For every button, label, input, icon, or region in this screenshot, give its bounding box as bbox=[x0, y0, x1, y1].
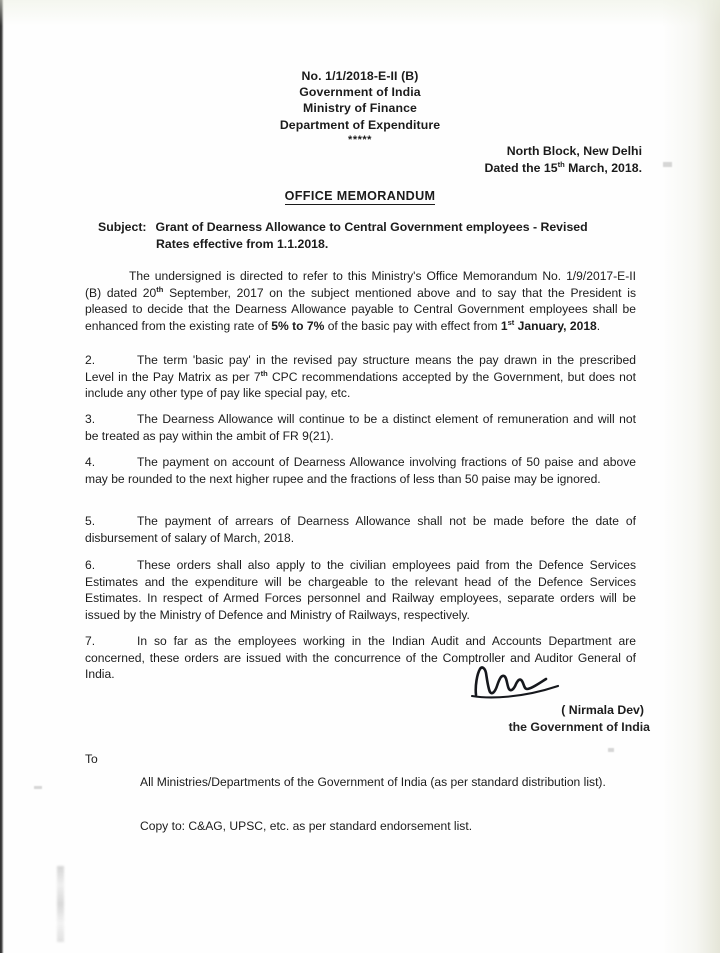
paragraph-text: The undersigned is directed to refer to this Ministry's Office Memorandum No. 1/9/2017-E-II (B) dated 20 bbox=[85, 269, 636, 300]
department-name: Department of Expenditure bbox=[279, 117, 441, 132]
signatory-designation: the Government of India bbox=[508, 720, 650, 734]
paragraph-text: These orders shall also apply to the civilian employees paid from the Defence Services Estimates and the expenditure will be chargeable to the relevant head of the Defence Services Estimates. In respect of Armed Forces personnel and Railway employees, separate orders will be issued by the Ministry of Defence and Ministry of Railways, respectively. bbox=[85, 558, 636, 622]
paragraph-text: The term 'basic pay' in the revised pay structure means the pay drawn in the prescribed Level in the Pay Matrix as per 7 bbox=[85, 353, 636, 384]
date-ordinal-suffix: th bbox=[557, 159, 565, 169]
page-title bbox=[0, 189, 720, 203]
paragraph-4 bbox=[85, 454, 636, 487]
distribution-line-1: All Ministries/Departments of the Government of India (as per standard distribution list). bbox=[140, 775, 606, 789]
paragraph-6 bbox=[85, 557, 636, 623]
ordinal-superscript: th bbox=[156, 284, 164, 294]
star-divider: ***** bbox=[348, 133, 372, 146]
paragraph-text: The payment of arrears of Dearness Allowance shall not be made before the date of disbursement of salary of March, 2018. bbox=[85, 514, 636, 545]
paragraph-3 bbox=[85, 411, 636, 444]
date-line bbox=[484, 160, 642, 177]
paragraph-text: The Dearness Allowance will continue to be a distinct element of remuneration and will not be treated as pay within the ambit of FR 9(21). bbox=[85, 412, 636, 443]
place-and-date bbox=[484, 143, 642, 176]
ordinal-superscript: st bbox=[507, 317, 515, 327]
subject-label: Subject: bbox=[98, 220, 147, 234]
paragraph-1 bbox=[85, 268, 636, 334]
emphasis-text: 5% to 7% bbox=[271, 318, 325, 333]
emphasis-text: January, 2018 bbox=[514, 318, 597, 333]
ministry-name: Ministry of Finance bbox=[303, 101, 417, 116]
paragraph-text: of the basic pay with effect from bbox=[324, 318, 501, 333]
paragraph-number: 7. bbox=[85, 634, 96, 648]
paragraph-number: 6. bbox=[85, 558, 96, 572]
handwritten-signature-icon bbox=[400, 664, 650, 702]
file-number: No. 1/1/2018-E-II (B) bbox=[301, 69, 419, 83]
date-prefix: Dated the 15 bbox=[484, 160, 558, 175]
paragraph-text: September, 2017 on the subject mentioned above and to say that the President is pleased to decide that the Dearness Allowance payable to Central Government employees shall be enhanced from the existing rate of bbox=[85, 285, 636, 333]
paragraph-number: 3. bbox=[85, 412, 96, 426]
paragraph-text: . bbox=[596, 318, 601, 333]
distribution-line-2: Copy to: C&AG, UPSC, etc. as per standard endorsement list. bbox=[140, 819, 473, 833]
paragraph-5 bbox=[85, 513, 636, 546]
subject-line-1: Grant of Dearness Allowance to Central Government employees - Revised bbox=[155, 220, 588, 234]
paragraph-number: 4. bbox=[85, 455, 96, 469]
subject-line-2: Rates effective from 1.1.2018. bbox=[156, 237, 329, 252]
paragraph-text: The payment on account of Dearness Allowance involving fractions of 50 paise and above may be rounded to the next higher rupee and the fractions of less than 50 paise may be ignored. bbox=[85, 455, 636, 486]
signature-block bbox=[400, 664, 650, 736]
page-title-text: OFFICE MEMORANDUM bbox=[284, 189, 436, 203]
letterhead bbox=[0, 68, 720, 147]
place-line: North Block, New Delhi bbox=[506, 144, 642, 158]
paragraph-text: In so far as the employees working in the Indian Audit and Accounts Department are concerned, these orders are issued with the concurrence of the Comptroller and Auditor General of India. bbox=[85, 634, 636, 682]
paragraph-2 bbox=[85, 352, 636, 402]
paragraph-number: 2. bbox=[85, 353, 96, 367]
signatory-name: ( Nirmala Dev) bbox=[561, 703, 644, 717]
paragraph-number: 5. bbox=[85, 514, 96, 528]
date-suffix: March, 2018. bbox=[564, 160, 642, 175]
subject-block bbox=[98, 219, 643, 254]
paragraph-text: CPC recommendations accepted by the Government, but does not include any other type of pay like special pay, etc. bbox=[85, 369, 636, 401]
ordinal-superscript: th bbox=[260, 368, 268, 378]
emphasis-text: 1 bbox=[500, 318, 508, 333]
government-name: Government of India bbox=[299, 85, 421, 100]
to-label: To bbox=[85, 752, 98, 766]
